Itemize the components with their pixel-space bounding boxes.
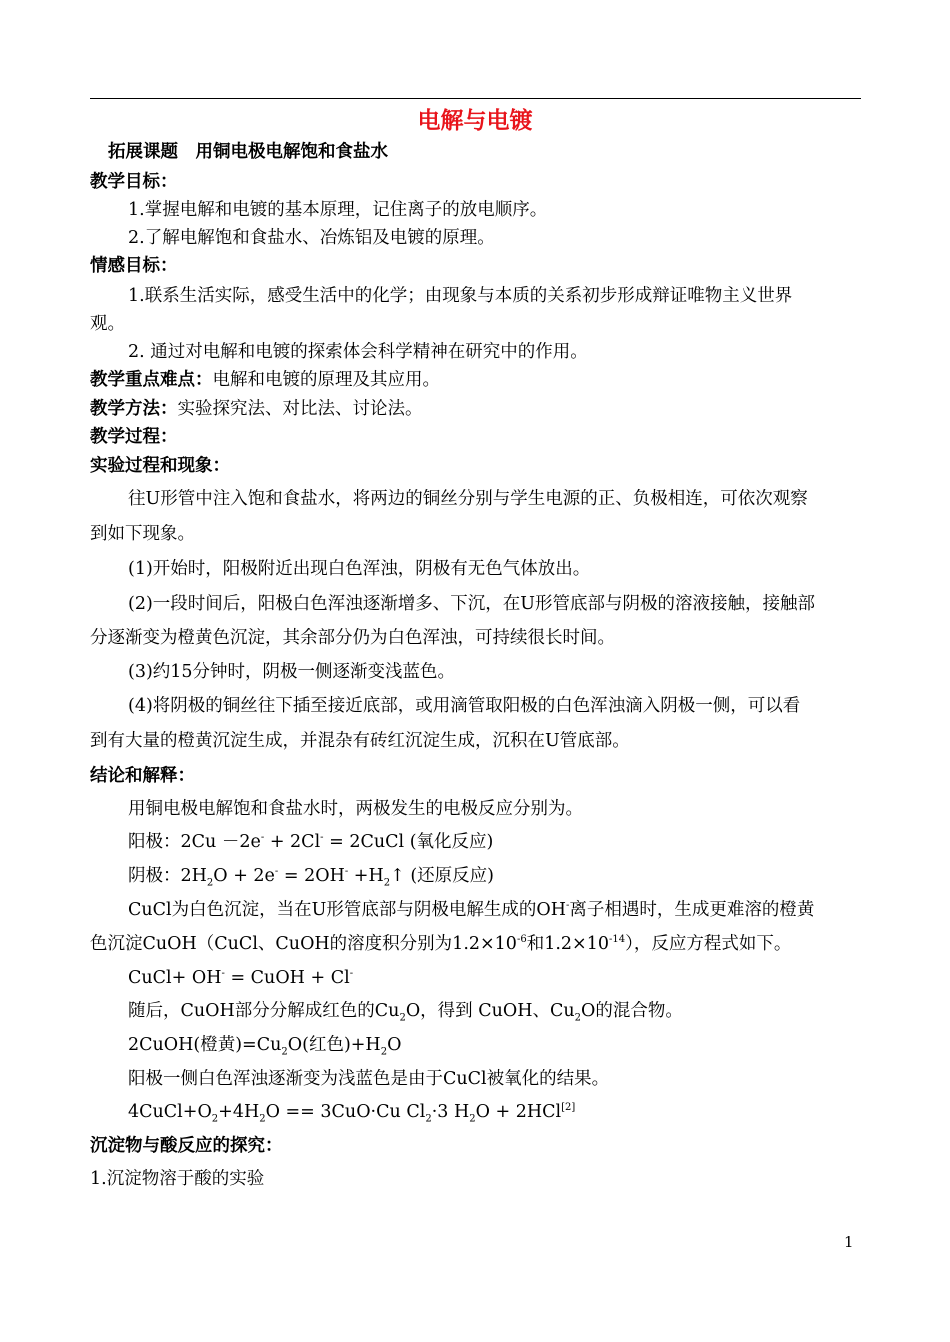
keypoints-label: 教学重点难点： <box>90 370 213 390</box>
method-text: 实验探究法、对比法、讨论法。 <box>177 399 423 419</box>
keypoints-line <box>90 368 865 392</box>
page-title: 电解与电镀 <box>417 108 533 134</box>
cucl-line2: 色沉淀CuOH（CuCl、CuOH的溶度积分别为$1.2\times 10^{-6}$和$1.2\times 10^{-14}$），反应方程式如下。 <box>90 934 792 954</box>
subtitle: 拓展课题 用铜电极电解饱和食盐水 <box>108 142 388 162</box>
observation-4-line1: (4)将阴极的铜丝往下插至接近底部，或用滴管取阳极的白色浑浊滴入阴极一侧，可以看 <box>128 696 801 716</box>
experiment-intro-line1: 往U形管中注入饱和食盐水，将两边的铜丝分别与学生电源的正、负极相连，可依次观察 <box>128 489 808 509</box>
conclusion-intro: 用铜电极电解饱和食盐水时，两极发生的电极反应分别为。 <box>128 799 583 819</box>
objective-item-1: 1.掌握电解和电镀的基本原理，记住离子的放电顺序。 <box>128 200 548 220</box>
equation-2: 2CuOH(橙黄)$=Cu_2O$(红色)$+H_2O$ <box>128 1035 402 1058</box>
objectives-heading: 教学目标： <box>90 172 178 192</box>
emotion-item-2: 2. 通过对电解和电镀的探索体会科学精神在研究中的作用。 <box>128 342 588 362</box>
observation-2-line1: (2)一段时间后，阳极白色浑浊逐渐增多、下沉，在U形管底部与阴极的溶液接触，接触部 <box>128 594 816 614</box>
cucl-line1: CuCl为白色沉淀，当在U形管底部与阴极电解生成的OH-离子相遇时，生成更难溶的橙黄 <box>128 900 815 920</box>
objective-item-2: 2.了解电解饱和食盐水、冶炼铝及电镀的原理。 <box>128 228 495 248</box>
equation-3: $4CuCl+O_2+4H_2O == 3CuO\cdot Cu$ $Cl_2\cdot 3$ $H_2O + 2HCl[2]$ <box>128 1102 576 1125</box>
emotion-item-1-line2: 观。 <box>90 314 125 334</box>
keypoints-text: 电解和电镀的原理及其应用。 <box>212 370 440 390</box>
observation-1: (1)开始时，阳极附近出现白色浑浊，阴极有无色气体放出。 <box>128 559 591 579</box>
observation-4-line2: 到有大量的橙黄沉淀生成，并混杂有砖红沉淀生成，沉积在U管底部。 <box>90 731 630 751</box>
equation-1: CuCl+ OH- = CuOH + Cl- <box>128 968 354 988</box>
observation-3: (3)约15分钟时，阴极一侧逐渐变浅蓝色。 <box>128 662 456 682</box>
observation-2-line2: 分逐渐变为橙黄色沉淀，其余部分仍为白色浑浊，可持续很长时间。 <box>90 628 615 648</box>
blue-explanation: 阳极一侧白色浑浊逐渐变为浅蓝色是由于CuCl被氧化的结果。 <box>128 1069 610 1089</box>
experiment-heading: 实验过程和现象： <box>90 456 230 476</box>
emotion-item-1-line1: 1.联系生活实际，感受生活中的化学；由现象与本质的关系初步形成辩证唯物主义世界 <box>128 286 793 306</box>
method-label: 教学方法： <box>90 399 178 419</box>
acid-heading: 沉淀物与酸反应的探究： <box>90 1136 283 1156</box>
emotion-heading: 情感目标： <box>90 256 178 276</box>
anode-equation: 阳极：2Cu －2e- + 2Cl- = 2CuCl (氧化反应) <box>128 832 494 852</box>
header-rule <box>90 98 861 99</box>
method-line <box>90 397 865 421</box>
process-heading: 教学过程： <box>90 427 178 447</box>
decomposition-line: 随后，CuOH部分分解成红色的$Cu_2O$，得到 CuOH、$Cu_2O$的混合物。 <box>128 1001 683 1024</box>
experiment-intro-line2: 到如下现象。 <box>90 524 195 544</box>
cathode-equation: 阴极：$2H_2O + 2e^- = 2OH^-$ $+H_2↑$ (还原反应) <box>128 866 494 889</box>
page-number: 1 <box>844 1233 854 1251</box>
conclusion-heading: 结论和解释： <box>90 766 195 786</box>
acid-item-1: 1.沉淀物溶于酸的实验 <box>90 1169 265 1189</box>
